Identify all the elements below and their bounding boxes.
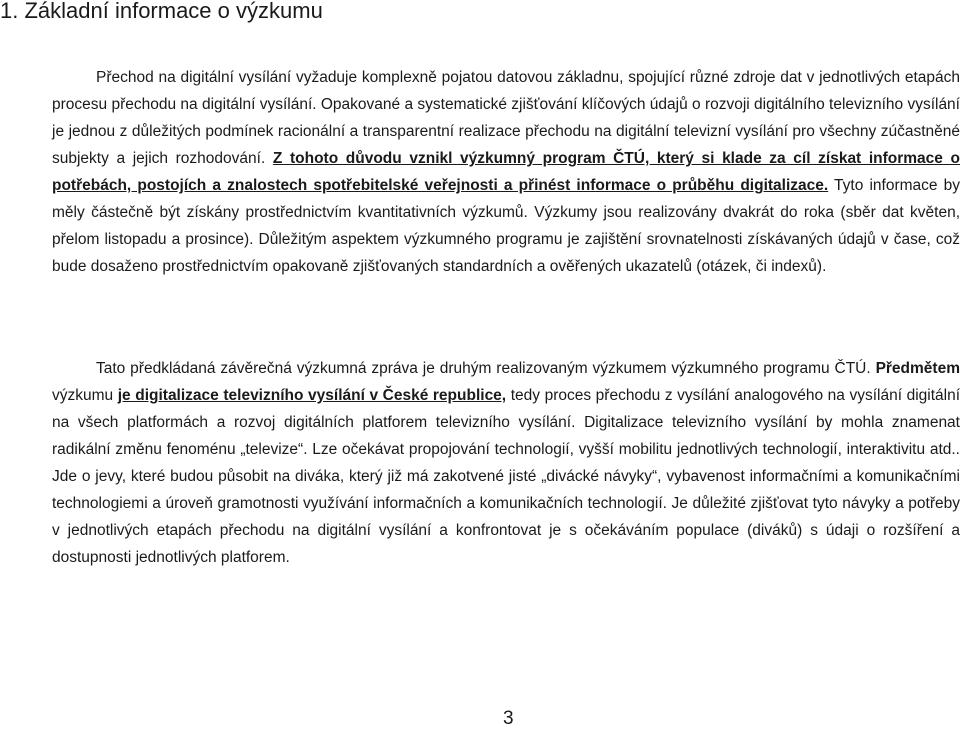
- subject-statement: je digitalizace televizního vysílání v České republice,: [117, 387, 507, 404]
- page-number: 3: [503, 708, 514, 729]
- subject-text-continued: tedy proces přechodu z vysílání analogového na vysílání digitální na všech platformách a rozvoj digitálních platforem televizního vysílání. Digitalizace televizního vysílání by mohla znamenat radikální změnu fenoménu „televize“. Lze očekávat propojování technologií, vyšší mobilitu jednotlivých technologií, interaktivitu atd.. Jde o jevy, které budou působit na diváka, který již má zakotvené jisté „divácké návyky“, vybavenost informačními a komunikačními technologiemi a úroveň gramotnosti využívání informačních a komunikačních technologií. Je důležité zjišťovat tyto návyky a potřeby v jednotlivých etapách přechodu na digitální vysílání a konfrontovat je s očekáváním populace (diváků) s údaji o rozšíření a dostupnosti jednotlivých platforem.: [52, 387, 960, 566]
- subject-text: výzkumu: [52, 387, 114, 404]
- program-statement: Z tohoto důvodu vznikl výzkumný program ČTÚ, který si klade za cíl získat informace o potřebách, postojích a znalostech spotřebitelské veřejnosti a přinést informace o průběhu digitalizace.: [52, 150, 960, 194]
- intro-text-continued: Tyto informace by měly částečně být získány prostřednictvím kvantitativních výzkumů. Výzkumy jsou realizovány dvakrát do roka (sběr dat květen, přelom listopadu a prosince). Důležitým aspektem výzkumného programu je zajištění srovnatelnosti získávaných údajů v čase, což bude dosaženo prostřednictvím opakovaně zjišťovaných standardních a ověřených ukazatelů (otázek, či indexů).: [52, 177, 960, 275]
- paragraph-subject: [52, 355, 960, 571]
- report-text: Tato předkládaná závěrečná výzkumná zpráva je druhým realizovaným výzkumem výzkumného programu ČTÚ.: [96, 360, 871, 377]
- subject-label: Předmětem: [875, 360, 960, 377]
- paragraph-intro: [52, 64, 960, 280]
- intro-text: Přechod na digitální vysílání vyžaduje komplexně pojatou datovou základnu, spojující různé zdroje dat v jednotlivých etapách procesu přechodu na digitální vysílání. Opakované a systematické zjišťování klíčových údajů o rozvoji digitálního televizního vysílání je jednou z důležitých podmínek racionální a transparentní realizace přechodu na digitální televizní vysílání pro všechny zúčastněné subjekty a jejich rozhodování.: [52, 69, 960, 167]
- section-heading: 1. Základní informace o výzkumu: [0, 0, 323, 23]
